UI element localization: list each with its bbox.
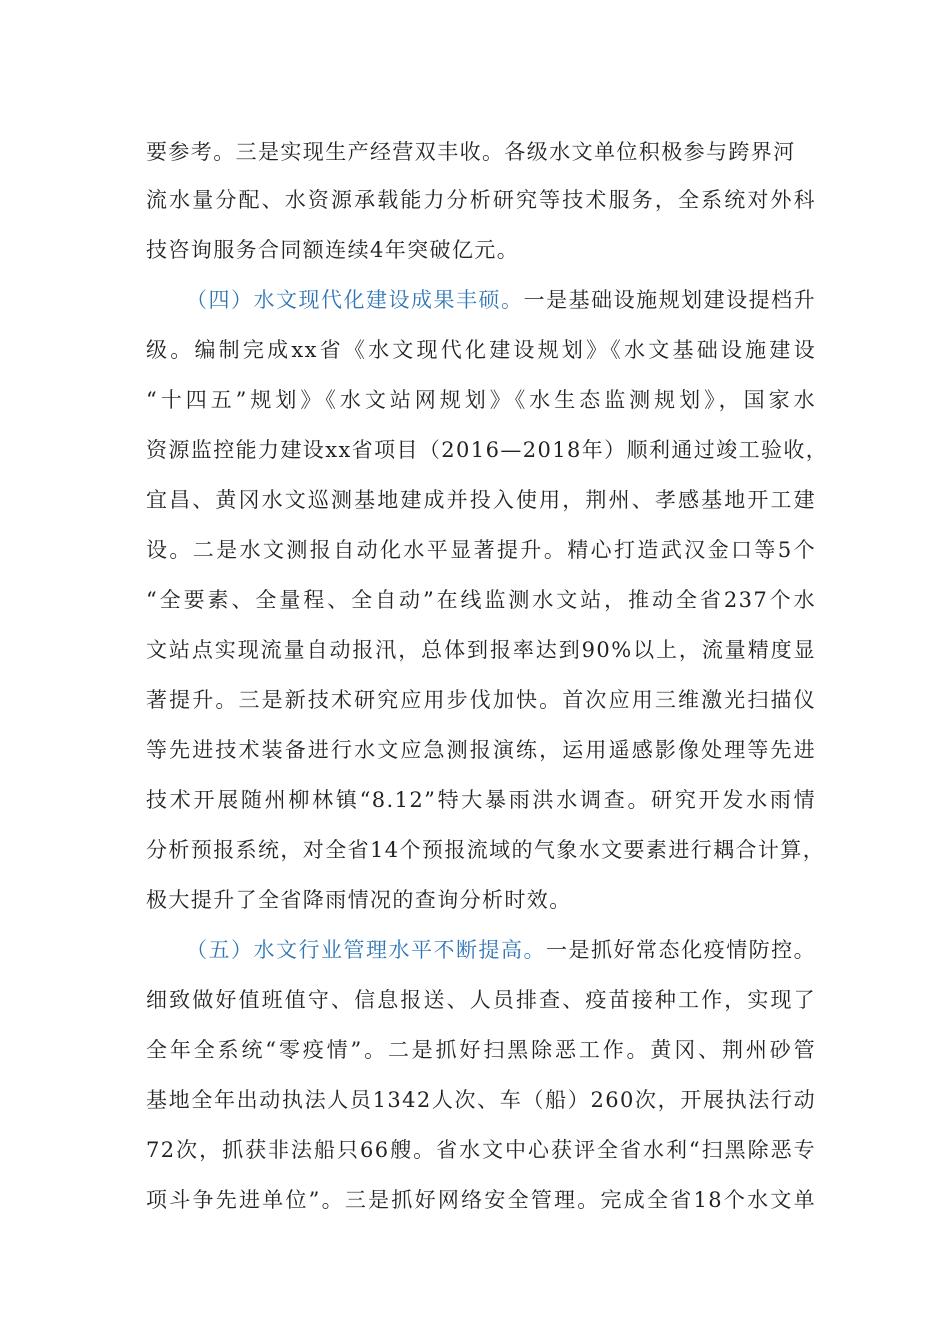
line-text: 细致做好值班值守、信息报送、人员排查、疫苗接种工作，实现了	[146, 988, 816, 1012]
line-text: 技咨询服务合同额连续4年突破亿元。	[146, 238, 520, 262]
paragraph-line	[146, 986, 816, 1014]
paragraph-line	[146, 786, 816, 814]
paragraph-line	[146, 636, 816, 664]
paragraph-line	[146, 886, 816, 914]
line-text: 技术开展随州柳林镇“8.12”特大暴雨洪水调查。研究开发水雨情	[146, 788, 816, 812]
line-text: 等先进技术装备进行水文应急测报演练，运用遥感影像处理等先进	[146, 738, 816, 762]
paragraph-line	[146, 386, 816, 414]
line-text: 著提升。三是新技术研究应用步伐加快。首次应用三维激光扫描仪	[146, 688, 816, 712]
paragraph-line	[146, 336, 816, 364]
paragraph-line	[146, 1086, 816, 1114]
line-text: 文站点实现流量自动报汛，总体到报率达到90%以上，流量精度显	[146, 638, 816, 662]
paragraph-line	[146, 736, 816, 764]
line-text: 资源监控能力建设xx省项目（2016—2018年）顺利通过竣工验收，	[146, 438, 829, 462]
paragraph-line	[146, 1136, 816, 1164]
line-text: 基地全年出动执法人员1342人次、车（船）260次，开展执法行动	[146, 1088, 816, 1112]
line-text: 流水量分配、水资源承载能力分析研究等技术服务，全系统对外科	[146, 188, 816, 212]
line-text: “十四五”规划》《水文站网规划》《水生态监测规划》，国家水	[146, 388, 816, 412]
line-text: 一是基础设施规划建设提档升	[523, 288, 817, 312]
line-text: 分析预报系统，对全省14个预报流域的气象水文要素进行耦合计算，	[146, 838, 826, 862]
paragraph-line	[146, 236, 816, 264]
line-text: 级。编制完成xx省《水文现代化建设规划》《水文基础设施建设	[146, 338, 816, 362]
paragraph-line	[146, 186, 816, 214]
paragraph-line	[146, 1186, 816, 1214]
line-text: 设。二是水文测报自动化水平显著提升。精心打造武汉金口等5个	[146, 538, 816, 562]
line-text: 要参考。三是实现生产经营双丰收。各级水文单位积极参与跨界河	[146, 140, 796, 164]
paragraph-line	[146, 836, 826, 864]
section-five-first-line	[186, 936, 816, 964]
line-text: 宜昌、黄冈水文巡测基地建成并投入使用，荆州、孝感基地开工建	[146, 488, 816, 512]
paragraph-line	[146, 138, 816, 166]
line-text: 全年全系统“零疫情”。二是抓好扫黑除恶工作。黄冈、荆州砂管	[146, 1038, 816, 1062]
line-text: 72次，抓获非法船只66艘。省水文中心获评全省水利“扫黑除恶专	[146, 1138, 816, 1162]
paragraph-line	[146, 536, 816, 564]
paragraph-line	[146, 686, 816, 714]
line-text: 项斗争先进单位”。三是抓好网络安全管理。完成全省18个水文单	[146, 1188, 816, 1212]
line-text: “全要素、全量程、全自动”在线监测水文站，推动全省237个水	[146, 588, 816, 612]
section-four-first-line	[186, 286, 816, 314]
section-heading: （五）水文行业管理水平不断提高。	[186, 938, 547, 962]
paragraph-line	[146, 586, 816, 614]
paragraph-line	[146, 486, 816, 514]
line-text: 一是抓好常态化疫情防控。	[546, 938, 816, 962]
paragraph-line	[146, 436, 829, 464]
line-text: 极大提升了全省降雨情况的查询分析时效。	[146, 888, 572, 912]
section-heading: （四）水文现代化建设成果丰硕。	[186, 288, 524, 312]
paragraph-line	[146, 1036, 816, 1064]
